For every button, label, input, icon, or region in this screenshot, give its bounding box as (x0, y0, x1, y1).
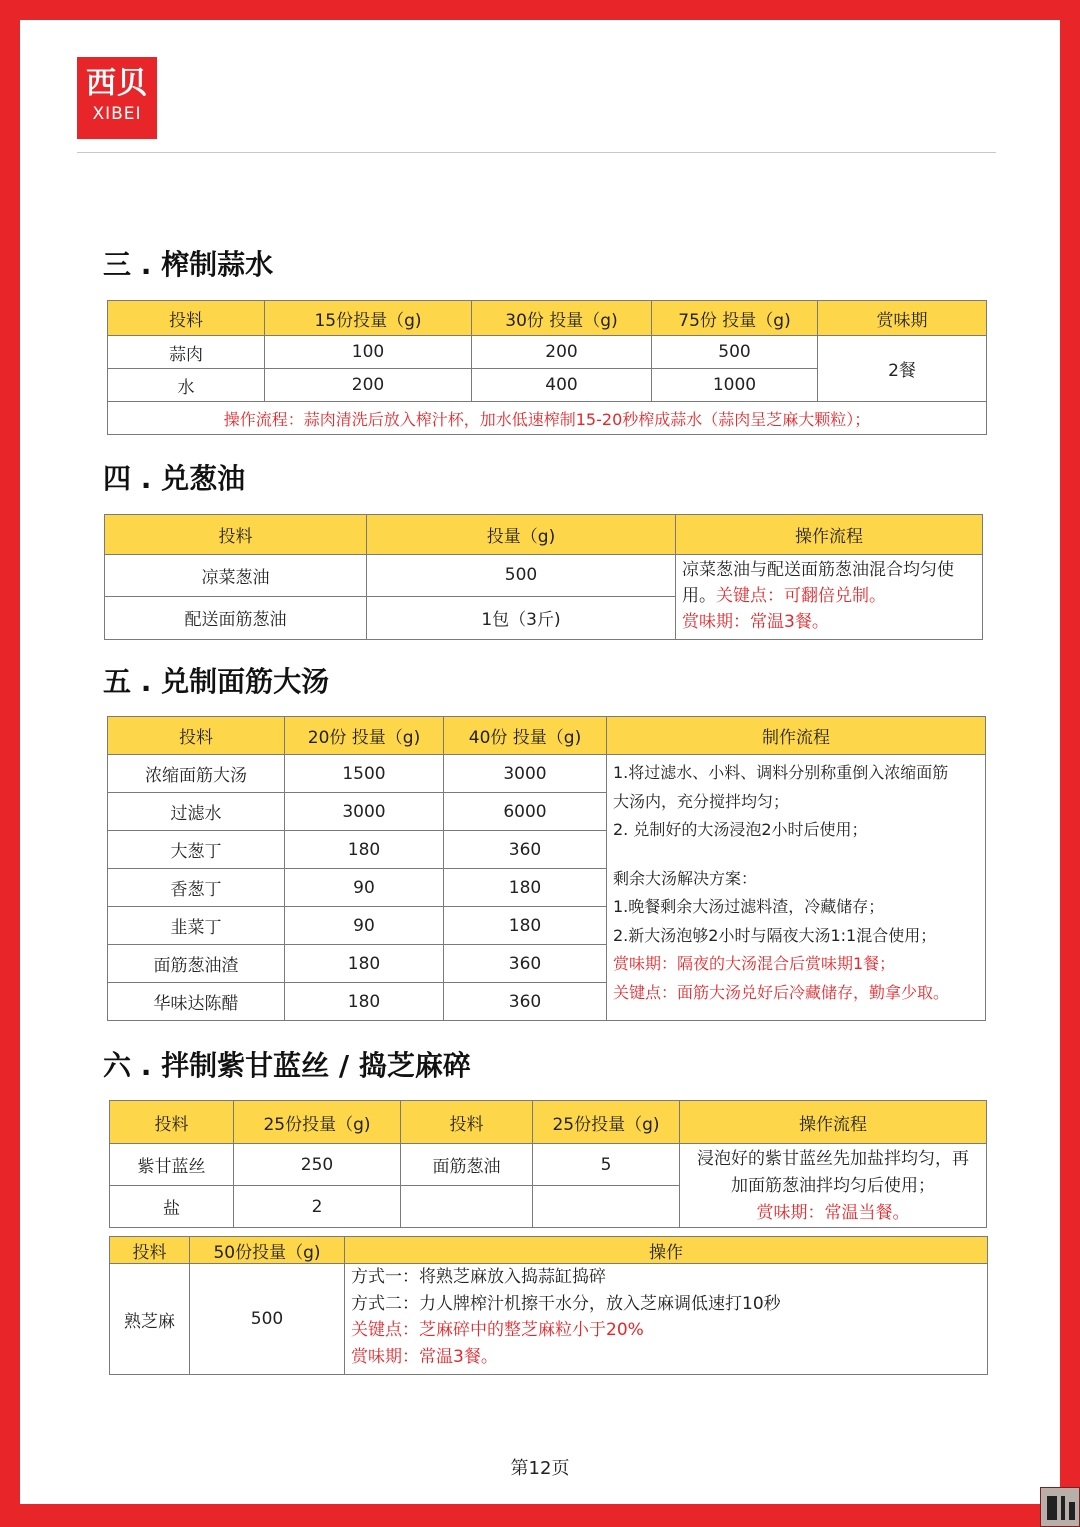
ingredient-cell: 熟芝麻 (110, 1264, 190, 1375)
header-cell: 操作流程 (680, 1101, 987, 1144)
section5-table (107, 716, 986, 1021)
table-row (105, 555, 983, 597)
header-cell: 投料 (108, 717, 285, 755)
value-cell: 180 (444, 869, 607, 907)
header-cell: 40份 投量（g) (444, 717, 607, 755)
value-cell: 500 (367, 555, 676, 597)
value-cell: 250 (234, 1144, 401, 1186)
value-cell: 200 (265, 369, 472, 402)
value-cell: 3000 (444, 755, 607, 793)
sesame-table (109, 1236, 988, 1375)
value-cell: 100 (265, 336, 472, 369)
process-spacer (613, 845, 979, 865)
ingredient-cell: 香葱丁 (108, 869, 285, 907)
shelf-life-text: 赏味期：常温3餐。 (351, 1346, 498, 1367)
process-cell (607, 755, 986, 1021)
key-point-text: 关键点：芝麻碎中的整芝麻粒小于20% (351, 1320, 644, 1340)
value-cell: 1包（3斤) (367, 596, 676, 639)
value-cell (533, 1186, 680, 1228)
process-cell: 操作流程：蒜肉清洗后放入榨汁杯，加水低速榨制15-20秒榨成蒜水（蒜肉呈芝麻大颗粒）； (108, 402, 987, 435)
table-row (110, 1144, 987, 1186)
value-cell: 360 (444, 945, 607, 983)
header-cell: 投料 (108, 301, 265, 336)
value-cell: 5 (533, 1144, 680, 1186)
xibei-logo (77, 57, 157, 139)
header-cell: 30份 投量（g) (472, 301, 652, 336)
value-cell: 90 (285, 869, 444, 907)
value-cell: 2 (234, 1186, 401, 1228)
process-line: 方式一：将熟芝麻放入捣蒜缸捣碎 (351, 1267, 606, 1287)
ingredient-cell (401, 1186, 533, 1228)
ingredient-cell: 浓缩面筋大汤 (108, 755, 285, 793)
page-number: 第12页 (510, 1458, 570, 1479)
process-cell (676, 555, 983, 640)
value-cell: 360 (444, 983, 607, 1021)
ingredient-cell: 华味达陈醋 (108, 983, 285, 1021)
section6-title: 六 . 拌制紫甘蓝丝 / 捣芝麻碎 (103, 1049, 471, 1082)
section3-table (107, 300, 987, 435)
header-cell: 投量（g) (367, 515, 676, 555)
table-row (110, 1264, 988, 1375)
value-cell: 180 (285, 945, 444, 983)
process-line: 方式二：力人牌榨汁机擦干水分，放入芝麻调低速打10秒 (351, 1293, 781, 1314)
value-cell: 1000 (652, 369, 818, 402)
process-line: 1.将过滤水、小料、调料分别称重倒入浓缩面筋 (613, 763, 949, 782)
value-cell: 90 (285, 907, 444, 945)
value-cell: 3000 (285, 793, 444, 831)
process-line: 1.晚餐剩余大汤过滤料渣，冷藏储存； (613, 897, 885, 916)
value-cell: 180 (285, 831, 444, 869)
process-line (682, 583, 976, 609)
header-cell: 赏味期 (818, 301, 987, 336)
header-divider (77, 152, 996, 153)
header-cell: 投料 (401, 1101, 533, 1144)
process-line: 浸泡好的紫甘蓝丝先加盐拌均匀，再 (697, 1149, 969, 1169)
table-header-row (110, 1101, 987, 1144)
header-cell: 75份 投量（g) (652, 301, 818, 336)
header-cell: 投料 (110, 1237, 190, 1264)
header-cell: 投料 (110, 1101, 234, 1144)
header-cell: 50份投量（g) (190, 1237, 345, 1264)
value-cell: 180 (285, 983, 444, 1021)
process-line: 2. 兑制好的大汤浸泡2小时后使用； (613, 820, 868, 839)
logo-text-cn: 西贝 (86, 66, 148, 101)
value-cell: 400 (472, 369, 652, 402)
logo-text-en: XIBEI (92, 104, 142, 124)
header-cell: 操作 (345, 1237, 988, 1264)
process-text: 用。 (682, 586, 716, 606)
table-row (108, 402, 987, 435)
ingredient-cell: 蒜肉 (108, 336, 265, 369)
value-cell: 1500 (285, 755, 444, 793)
ingredient-cell: 面筋葱油渣 (108, 945, 285, 983)
shelf-life-text: 赏味期：常温3餐。 (682, 612, 829, 632)
table-row (108, 755, 986, 793)
ingredient-cell: 大葱丁 (108, 831, 285, 869)
ingredient-cell: 面筋葱油 (401, 1144, 533, 1186)
value-cell: 360 (444, 831, 607, 869)
ingredient-cell: 韭菜丁 (108, 907, 285, 945)
section6-table (109, 1100, 987, 1228)
document-page (20, 20, 1060, 1504)
table-header-row (108, 717, 986, 755)
value-cell: 6000 (444, 793, 607, 831)
header-cell: 25份投量（g) (533, 1101, 680, 1144)
header-cell: 操作流程 (676, 515, 983, 555)
ingredient-cell: 凉菜葱油 (105, 555, 367, 597)
process-line: 大汤内，充分搅拌均匀； (613, 791, 790, 811)
header-cell: 15份投量（g) (265, 301, 472, 336)
shelf-life-text: 赏味期：常温当餐。 (756, 1203, 910, 1223)
table-header-row (110, 1237, 988, 1264)
value-cell: 180 (444, 907, 607, 945)
corner-watermark-icon (1040, 1487, 1080, 1527)
header-cell: 25份投量（g) (234, 1101, 401, 1144)
process-cell (680, 1144, 987, 1228)
shelf-life-text: 赏味期：隔夜的大汤混合后赏味期1餐； (613, 954, 896, 973)
table-header-row (108, 301, 987, 336)
value-cell: 500 (190, 1264, 345, 1375)
process-line: 剩余大汤解决方案： (613, 868, 758, 888)
process-cell (345, 1264, 988, 1375)
key-point-text: 关键点：可翻倍兑制。 (716, 586, 886, 606)
header-cell: 20份 投量（g) (285, 717, 444, 755)
section5-title: 五 . 兑制面筋大汤 (103, 665, 330, 698)
value-cell: 200 (472, 336, 652, 369)
ingredient-cell: 水 (108, 369, 265, 402)
value-cell: 500 (652, 336, 818, 369)
section4-title: 四 . 兑葱油 (103, 462, 246, 495)
key-point-text: 关键点：面筋大汤兑好后冷藏储存，勤拿少取。 (613, 982, 950, 1002)
process-line: 加面筋葱油拌均匀后使用； (731, 1176, 935, 1196)
section4-table (104, 514, 983, 640)
ingredient-cell: 配送面筋葱油 (105, 596, 367, 639)
shelf-life-cell: 2餐 (818, 336, 987, 402)
table-header-row (105, 515, 983, 555)
process-line: 凉菜葱油与配送面筋葱油混合均匀使 (682, 560, 954, 580)
section3-title: 三 . 榨制蒜水 (103, 248, 274, 281)
process-line: 2.新大汤泡够2小时与隔夜大汤1:1混合使用； (613, 925, 937, 945)
header-cell: 制作流程 (607, 717, 986, 755)
table-row (108, 336, 987, 369)
ingredient-cell: 盐 (110, 1186, 234, 1228)
header-cell: 投料 (105, 515, 367, 555)
ingredient-cell: 紫甘蓝丝 (110, 1144, 234, 1186)
ingredient-cell: 过滤水 (108, 793, 285, 831)
